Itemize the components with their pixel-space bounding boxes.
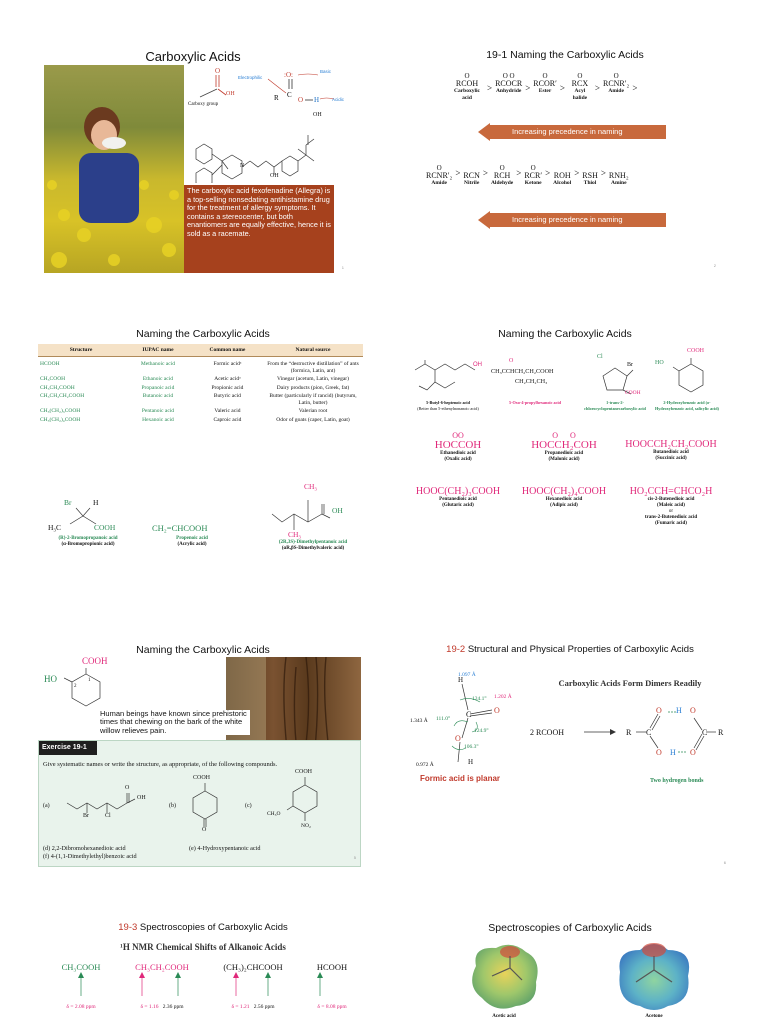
slide-nmr-shifts — [38, 918, 368, 1024]
diacid-hexanedioic: HOOC(CH₂)₄COOH Hexanedioic acid (Adipic acid) — [521, 486, 607, 508]
dimer-title: Carboxylic Acids Form Dimers Readily — [558, 678, 702, 688]
table-row: CH₃COOH Ethanoic acid Acetic acidᵃ Vinegar (acetum, Latin, vinegar) — [40, 376, 349, 382]
nmr-subtitle: ¹H NMR Chemical Shifts of Alkanoic Acids — [120, 942, 286, 952]
exercise-box — [38, 740, 361, 867]
reactivity-diagram — [238, 67, 346, 111]
svg-text:R: R — [274, 94, 279, 102]
slide-title: 19-2 Structural and Physical Properties of Carboxylic Acids — [446, 644, 694, 655]
salicylic-acid-structure: COOH HO 1 2 — [44, 656, 120, 716]
dimer-diagram: 2 RCOOH R C R C O H O O H O Two hydrogen bonds — [530, 706, 724, 784]
willow-bark-text: Human beings have known since prehistoric times that chewing on the bark of the white willow relieves pain. — [100, 710, 250, 735]
slide-structural-properties — [410, 640, 730, 872]
diacid-propanedioic: O O HOCCH₂COH Propanedioic acid (Malonic acid) — [531, 431, 597, 462]
electrophilic-label: Electrophilic — [238, 75, 263, 80]
basic-label: Basic — [320, 69, 332, 74]
fexofenadine-caption-box — [184, 185, 334, 273]
slide-salicylic-exercise — [38, 640, 368, 872]
precedence-row-1: O RCOH Carboxylic acid > O O RCOCR Anhydride > O RCOR′ Ester > O RCX Acyl halide > O RCNR′₂ Amide > — [450, 73, 640, 102]
svg-text:H: H — [314, 96, 320, 104]
slide-title: Carboxylic Acids — [145, 49, 241, 64]
functional-group-item: O O RCOCR Anhydride — [495, 72, 523, 94]
svg-text:O: O — [215, 67, 221, 75]
column-header: Structure — [38, 344, 124, 357]
functional-group-item: O RCOR′ Ester — [533, 72, 557, 94]
column-header: Natural source — [263, 344, 363, 357]
exercise-instructions: Give systematic names or write the structure, as appropriate, of the following compounds. — [43, 761, 278, 768]
precedence-arrow-1: Increasing precedence in naming — [490, 125, 666, 139]
acidic-label: Acidic — [332, 97, 345, 102]
page-number: 6 — [723, 860, 726, 865]
nmr-compound: CH₃CH₂COOH δ = 1.16 2.36 ppm — [135, 962, 189, 1010]
hydrogen-bonds-label: Two hydrogen bonds — [650, 778, 704, 784]
functional-group-item: O RCNR′₂ Amide — [426, 164, 453, 186]
exercise-item: (d) 2,2-Dibromohexanedioic acid — [43, 845, 126, 852]
acetone-label: Acetone — [645, 1014, 663, 1019]
caption-text: The carboxylic acid fexofenadine (Allegra) is a top-selling nonsedating antihistamine drug for the treatment of allergy symptoms. It contains a stereocenter, but both enantiomers are equally effective, hence it is sold as a racemate. — [187, 186, 331, 238]
fexofenadine-structure — [188, 109, 348, 183]
nmr-compound: (CH₃)₂CHCOOH δ = 1.21 2.56 ppm — [223, 962, 283, 1010]
svg-text:O: O — [298, 96, 304, 104]
exercise-compound-b: (b) COOH O — [169, 775, 239, 837]
slide-naming-examples — [405, 324, 725, 556]
functional-group-item: O RCX Acyl halide — [571, 72, 589, 101]
acetic-acid-label: Acetic acid — [492, 1014, 516, 1019]
slide-title: Naming the Carboxylic Acids — [136, 644, 270, 656]
table-header-row — [38, 344, 363, 357]
slide-carboxylic-acids-intro — [38, 45, 348, 277]
naming-table — [38, 344, 363, 424]
slide-title: 19-3 Spectroscopies of Carboxylic Acids — [118, 922, 288, 933]
diacid-pentanedioic: HOOC(CH₂)₃COOH Pentanedioic acid (Glutaric acid) — [415, 486, 501, 508]
dimethylpentanoic-structure: CH₃ OH CH₃ (2R,3S)-Dimethylpentanoic acid (αR,βS-Dimethylvaleric acid) — [248, 484, 368, 556]
page-number: 1 — [341, 265, 344, 270]
diacid-butenedioic: HO₂CCH=CHCO₂H cis-2-Butenedioic acid (Maleic acid) or trans-2-Butenedioic acid (Fumaric acid) — [629, 486, 713, 526]
page-number: 2 — [713, 263, 716, 268]
nmr-compound: HCOOH δ = 8.08 ppm — [316, 962, 348, 1010]
exercise-compound-c: (c) COOH CH₃O NO₂ — [245, 763, 355, 843]
functional-group-item: RCN Nitrile — [463, 171, 480, 186]
oxopropylhexanoic-structure: O CH₃CCHCH₂CH₂COOH CH₂CH₂CH₃ 5-Oxo-4-propylhexanoic acid — [491, 358, 561, 405]
column-header: IUPAC name — [124, 344, 192, 357]
precedence-row-2: O RCNR′₂ Amide > RCN Nitrile > O RCH Aldehyde > O RCR′ Ketone > ROH Alcohol > RSH Thiol > RNH₂ Amine — [426, 164, 629, 186]
propenoic-structure: CH₂=CHCOOH Propenoic acid (Acrylic acid) — [142, 492, 242, 556]
exercise-item: (f) 4-(1,1-Dimethylethyl)benzoic acid — [43, 852, 137, 860]
hydroxybenzoic-structure: COOH HO 2-Hydroxybenzoic acid (o-Hydroxybenzoic acid, salicylic acid) — [655, 348, 719, 411]
chlorocyclopentane-structure: Cl Br COOH 1-trans-2-chlorocyclopentanecarboxylic acid — [584, 354, 646, 411]
nmr-compound: CH₃COOH δ = 2.08 ppm — [61, 962, 101, 1010]
slide-naming-precedence — [410, 45, 720, 277]
acetone-potential-map — [610, 936, 698, 1014]
diacid-butanedioic: HOOCCH₂CH₂COOH Butanedioic acid (Succinic acid) — [625, 439, 717, 461]
oh-label: OH — [226, 91, 235, 97]
svg-text::O:: :O: — [284, 71, 293, 79]
exercise-compound-a: (a) Br Cl OH O — [43, 785, 146, 819]
functional-group-item: O RCNR′₂ Amide — [602, 72, 630, 94]
formic-acid-geometry: 1.097 Å 1.202 Å 1.343 Å 0.972 Å 124.1° 111.0° 124.9° 106.3° H C O O H — [410, 672, 512, 768]
naming-example-structures — [407, 348, 723, 430]
propenoic-caption: Propenoic acid (Acrylic acid) — [176, 536, 208, 547]
functional-group-item: O RCH Aldehyde — [490, 164, 514, 186]
page-number: 5 — [353, 855, 356, 860]
precedence-arrow-2: Increasing precedence in naming — [490, 213, 666, 227]
exercise-item: (e) 4-Hydroxypentanoic acid — [189, 845, 261, 852]
slide-naming-table — [38, 324, 368, 556]
column-header: Common name — [192, 344, 263, 357]
functional-group-item: RSH Thiol — [582, 171, 598, 186]
table-row: CH₃CH₂CH₂COOH Butanoic acid Butyric acid Butter (particularly if rancid) (butyrum, Latin, butter) — [40, 393, 357, 406]
functional-group-item: RNH₂ Amine — [608, 171, 629, 186]
exercise-items-left — [43, 845, 183, 860]
fexo-n-label: N — [240, 163, 245, 169]
bromopropanoic-structure: Br H H₃C COOH (R)-2-Bromopropanoic acid (α-Bromopropionic acid) — [38, 492, 138, 556]
diacid-ethanedioic: OO HOCCOH Ethanedioic acid (Oxalic acid) — [434, 431, 482, 462]
slide-electrostatic-maps — [410, 918, 730, 1024]
photo-woman-in-flowers — [44, 65, 184, 273]
functional-group-item: ROH Alcohol — [553, 171, 572, 186]
exercise-label: Exercise 19-1 — [39, 741, 97, 755]
slide-title: 19-1 Naming the Carboxylic Acids — [486, 49, 644, 61]
carboxy-group-label: Carboxy group — [188, 102, 219, 107]
slide-title: Spectroscopies of Carboxylic Acids — [488, 922, 652, 934]
dimethylpentanoic-caption: (2R,3S)-Dimethylpentanoic acid (αR,βS-Dimethylvaleric acid) — [278, 540, 348, 551]
functional-group-item: O RCOH Carboxylic acid — [454, 72, 480, 101]
acetic-acid-potential-map — [462, 938, 546, 1014]
bromopropanoic-caption: (R)-2-Bromopropanoic acid (α-Bromopropionic acid) — [58, 536, 118, 547]
formic-acid-planar-label: Formic acid is planar — [420, 774, 501, 783]
slide-title: Naming the Carboxylic Acids — [498, 328, 632, 340]
table-row: CH₃CH₂COOH Propanoic acid Propionic acid Dairy products (pion, Greek, fat) — [40, 384, 350, 391]
table-row: CH₃(CH₂)₄COOH Hexanoic acid Caproic acid Odor of goats (caper, Latin, goat) — [40, 416, 350, 423]
fexo-oh-label: OH — [313, 112, 322, 118]
butylheptenoic-structure: OH 5-Butyl-6-heptenoic acid (Better than 5-ethenylnonanoic acid) — [407, 352, 489, 430]
fexo-oh2-label: OH — [270, 173, 279, 179]
table-row: CH₃(CH₂)₃COOH Pentanoic acid Valeric acid Valerian root — [40, 408, 328, 414]
svg-text:C: C — [287, 91, 292, 99]
functional-group-item: O RCR′ Ketone — [524, 164, 543, 186]
slide-title: Naming the Carboxylic Acids — [136, 328, 270, 340]
table-row: HCOOH Methanoic acid Formic acidᵃ From the “destructive distillation” of ants (formica, Latin, ant) — [40, 361, 359, 374]
